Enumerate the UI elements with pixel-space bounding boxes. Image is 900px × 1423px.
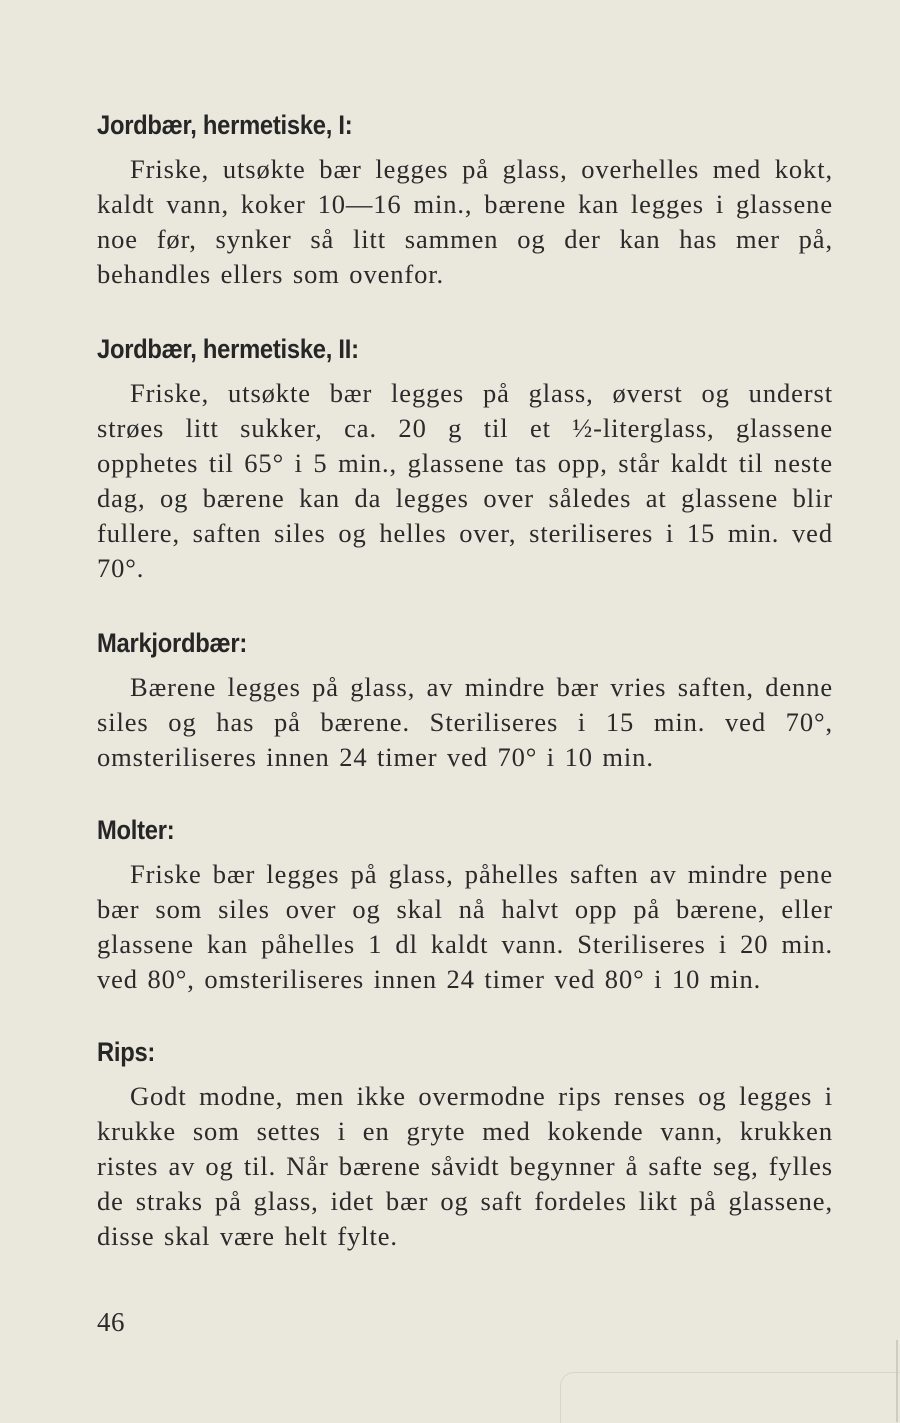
- scan-artifact: [560, 1372, 900, 1423]
- section-jordbaer-hermetiske-2: [97, 332, 833, 586]
- section-jordbaer-hermetiske-1: [97, 108, 833, 292]
- section-body: Bærene legges på glass, av mindre bær vries saften, denne siles og has på bærene. Steriliseres i 15 min. ved 70°, omsteriliseres innen 24 timer ved 70° i 10 min.: [97, 672, 833, 772]
- section-heading: Jordbær, hermetiske, II:: [97, 334, 359, 364]
- section-body: Friske, utsøkte bær legges på glass, overhelles med kokt, kaldt vann, koker 10—16 min., bærene kan legges i glassene noe før, synker så litt sammen og der kan has mer på, behandles ellers som ovenfor.: [97, 154, 833, 289]
- page-number: 46: [97, 1307, 125, 1337]
- section-heading: Markjordbær:: [97, 628, 247, 658]
- section-body: Godt modne, men ikke overmodne rips renses og legges i krukke som settes i en gryte med kokende vann, krukken ristes av og til. Når bærene såvidt begynner å safte seg, fylles de straks på glass, idet bær og saft fordeles likt på glassene, disse skal være helt fylte.: [97, 1081, 833, 1251]
- section-heading: Jordbær, hermetiske, I:: [97, 110, 353, 140]
- page-content: [97, 108, 833, 1254]
- section-heading: Rips:: [97, 1037, 156, 1067]
- section-body: Friske, utsøkte bær legges på glass, øverst og underst strøes litt sukker, ca. 20 g til et ½-literglass, glassene opphetes til 65° i 5 min., glassene tas opp, står kaldt til neste dag, og bærene kan da legges over således at glassene blir fullere, saften siles og helles over, steriliseres i 15 min. ved 70°.: [97, 378, 833, 583]
- section-molter: [97, 813, 833, 997]
- section-body: Friske bær legges på glass, påhelles saften av mindre pene bær som siles over og skal nå halvt opp på bærene, eller glassene kan påhelles 1 dl kaldt vann. Steriliseres i 20 min. ved 80°, omsteriliseres innen 24 timer ved 80° i 10 min.: [97, 859, 833, 994]
- scan-edge-shadow: [896, 1340, 898, 1422]
- section-markjordbaer: [97, 626, 833, 775]
- section-rips: [97, 1035, 833, 1254]
- section-heading: Molter:: [97, 815, 175, 845]
